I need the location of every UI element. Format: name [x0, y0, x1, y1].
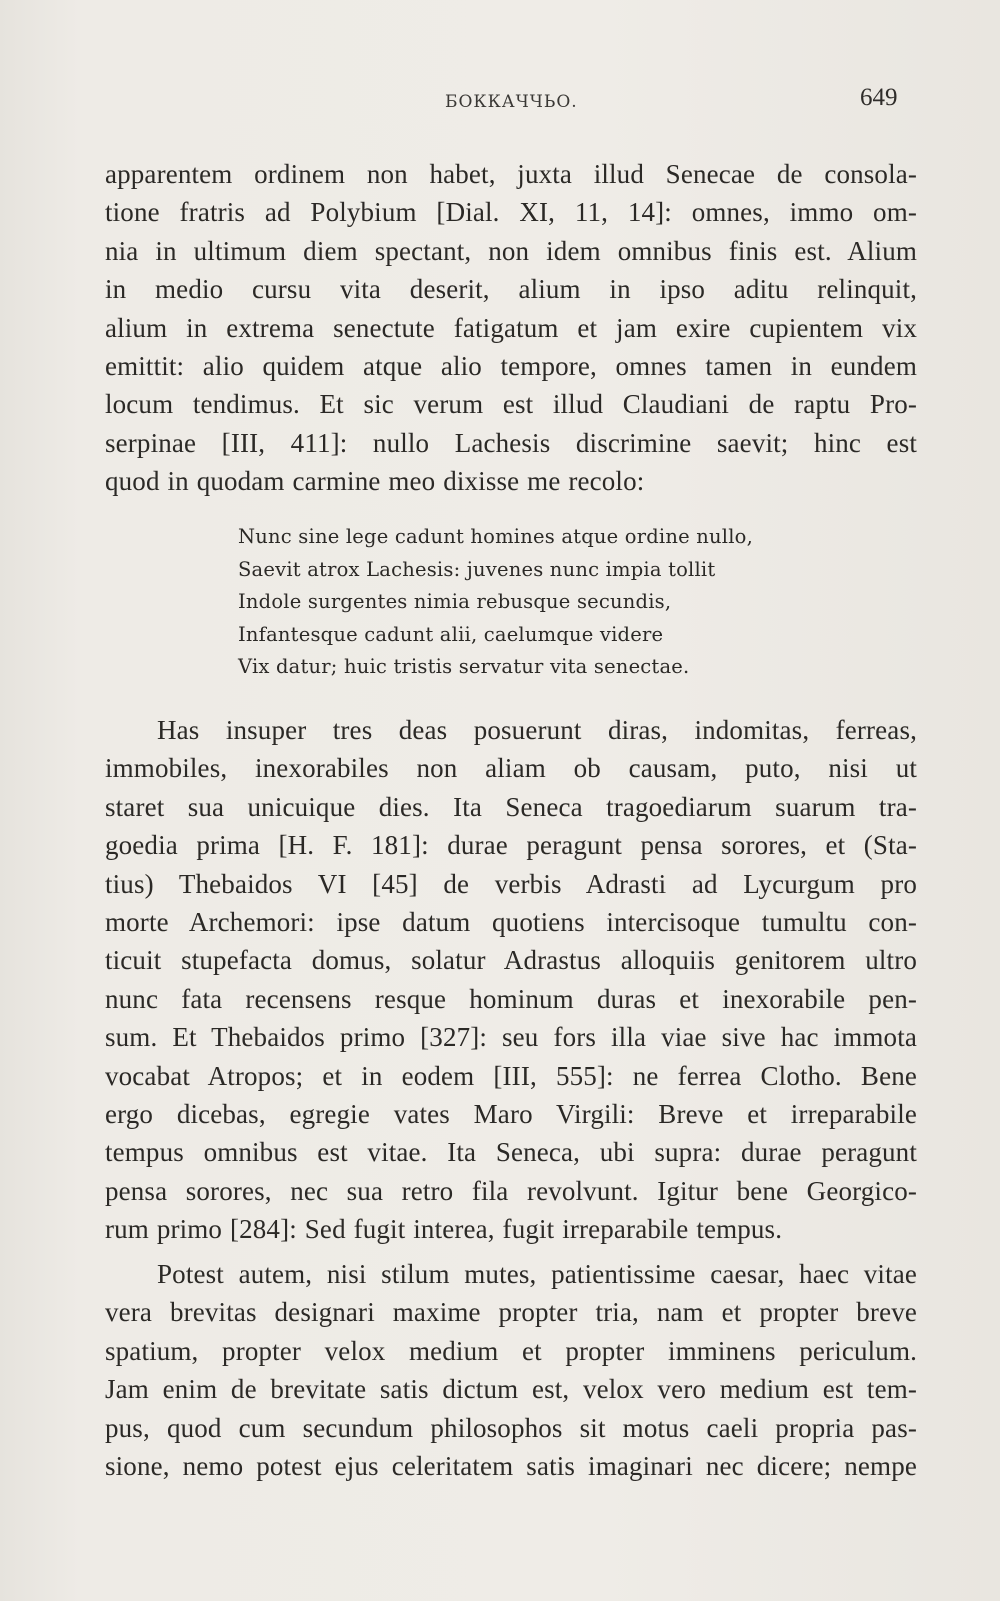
verse-line: Saevit atrox Lachesis: juvenes nunc impia tollit	[238, 557, 716, 581]
text-line: ticuit stupefacta domus, solatur Adrastus alloquiis genitorem ultro	[105, 945, 917, 976]
text-line: emittit: alio quidem atque alio tempore, omnes tamen in eundem	[105, 350, 917, 381]
text-line: serpinae [III, 411]: nullo Lachesis discrimine saevit; hinc est	[105, 427, 917, 458]
page-number: 649	[860, 84, 898, 111]
verse-line: Nunc sine lege cadunt homines atque ordine nullo,	[238, 525, 754, 548]
text-line: Potest autem, nisi stilum mutes, patientissime caesar, haec vitae	[157, 1259, 917, 1289]
text-line: vera brevitas designari maxime propter tria, nam et propter breve	[105, 1297, 917, 1328]
text-line: nunc fata recensens resque hominum duras et inexorabile pen-	[105, 983, 917, 1014]
verse-line: Vix datur; huic tristis servatur vita senectae.	[238, 655, 690, 678]
running-title: БОККАЧЧЬО.	[445, 92, 578, 112]
text-line: Jam enim de brevitate satis dictum est, velox vero medium est tem-	[105, 1374, 917, 1405]
text-line: goedia prima [H. F. 181]: durae peragunt pensa sorores, et (Sta-	[105, 830, 917, 861]
text-line: morte Archemori: ipse datum quotiens intercisoque tumultu con-	[105, 906, 917, 937]
text-line: immobiles, inexorabiles non aliam ob causam, puto, nisi ut	[105, 753, 917, 784]
text-line: nia in ultimum diem spectant, non idem omnibus finis est. Alium	[105, 235, 917, 266]
text-line: staret sua unicuique dies. Ita Seneca tragoediarum suarum tra-	[105, 791, 917, 822]
verse-line: Infantesque cadunt alii, caelumque videre	[238, 622, 664, 646]
text-line: in medio cursu vita deserit, alium in ipso aditu relinquit,	[105, 274, 917, 305]
text-line: rum primo [284]: Sed fugit interea, fugit irreparabile tempus.	[105, 1214, 783, 1245]
paragraph-3	[105, 1255, 917, 1485]
text-line: sione, nemo potest ejus celeritatem satis imaginari nec dicere; nempe	[105, 1450, 917, 1481]
paragraph-1	[105, 155, 917, 501]
text-line: vocabat Atropos; et in eodem [III, 555]: ne ferrea Clotho. Bene	[105, 1060, 917, 1091]
text-line: sum. Et Thebaidos primo [327]: seu fors illa viae sive hac immota	[105, 1022, 917, 1053]
text-line: spatium, propter velox medium et propter imminens periculum.	[105, 1335, 917, 1366]
text-line: locum tendimus. Et sic verum est illud Claudiani de raptu Pro-	[105, 389, 917, 420]
text-line: pus, quod cum secundum philosophos sit motus caeli propria pas-	[105, 1412, 917, 1443]
text-line: pensa sorores, nec sua retro fila revolvunt. Igitur bene Georgico-	[105, 1175, 917, 1206]
paragraph-2	[105, 711, 917, 1248]
text-line: quod in quodam carmine meo dixisse me recolo:	[105, 466, 645, 497]
text-line: tione fratris ad Polybium [Dial. XI, 11, 14]: omnes, immo om-	[105, 197, 917, 228]
text-line: ergo dicebas, egregie vates Maro Virgili: Breve et irreparabile	[105, 1098, 917, 1129]
text-line: apparentem ordinem non habet, juxta illud Senecae de consola-	[105, 159, 917, 189]
verse-line: Indole surgentes nimia rebusque secundis,	[238, 590, 672, 613]
text-line: tempus omnibus est vitae. Ita Seneca, ubi supra: durae peragunt	[105, 1137, 917, 1168]
text-line: alium in extrema senectute fatigatum et jam exire cupientem vix	[105, 312, 917, 343]
verse-quotation	[238, 521, 753, 684]
text-line: Has insuper tres deas posuerunt diras, indomitas, ferreas,	[157, 715, 917, 745]
text-line: tius) Thebaidos VI [45] de verbis Adrasti ad Lycurgum pro	[105, 868, 917, 899]
